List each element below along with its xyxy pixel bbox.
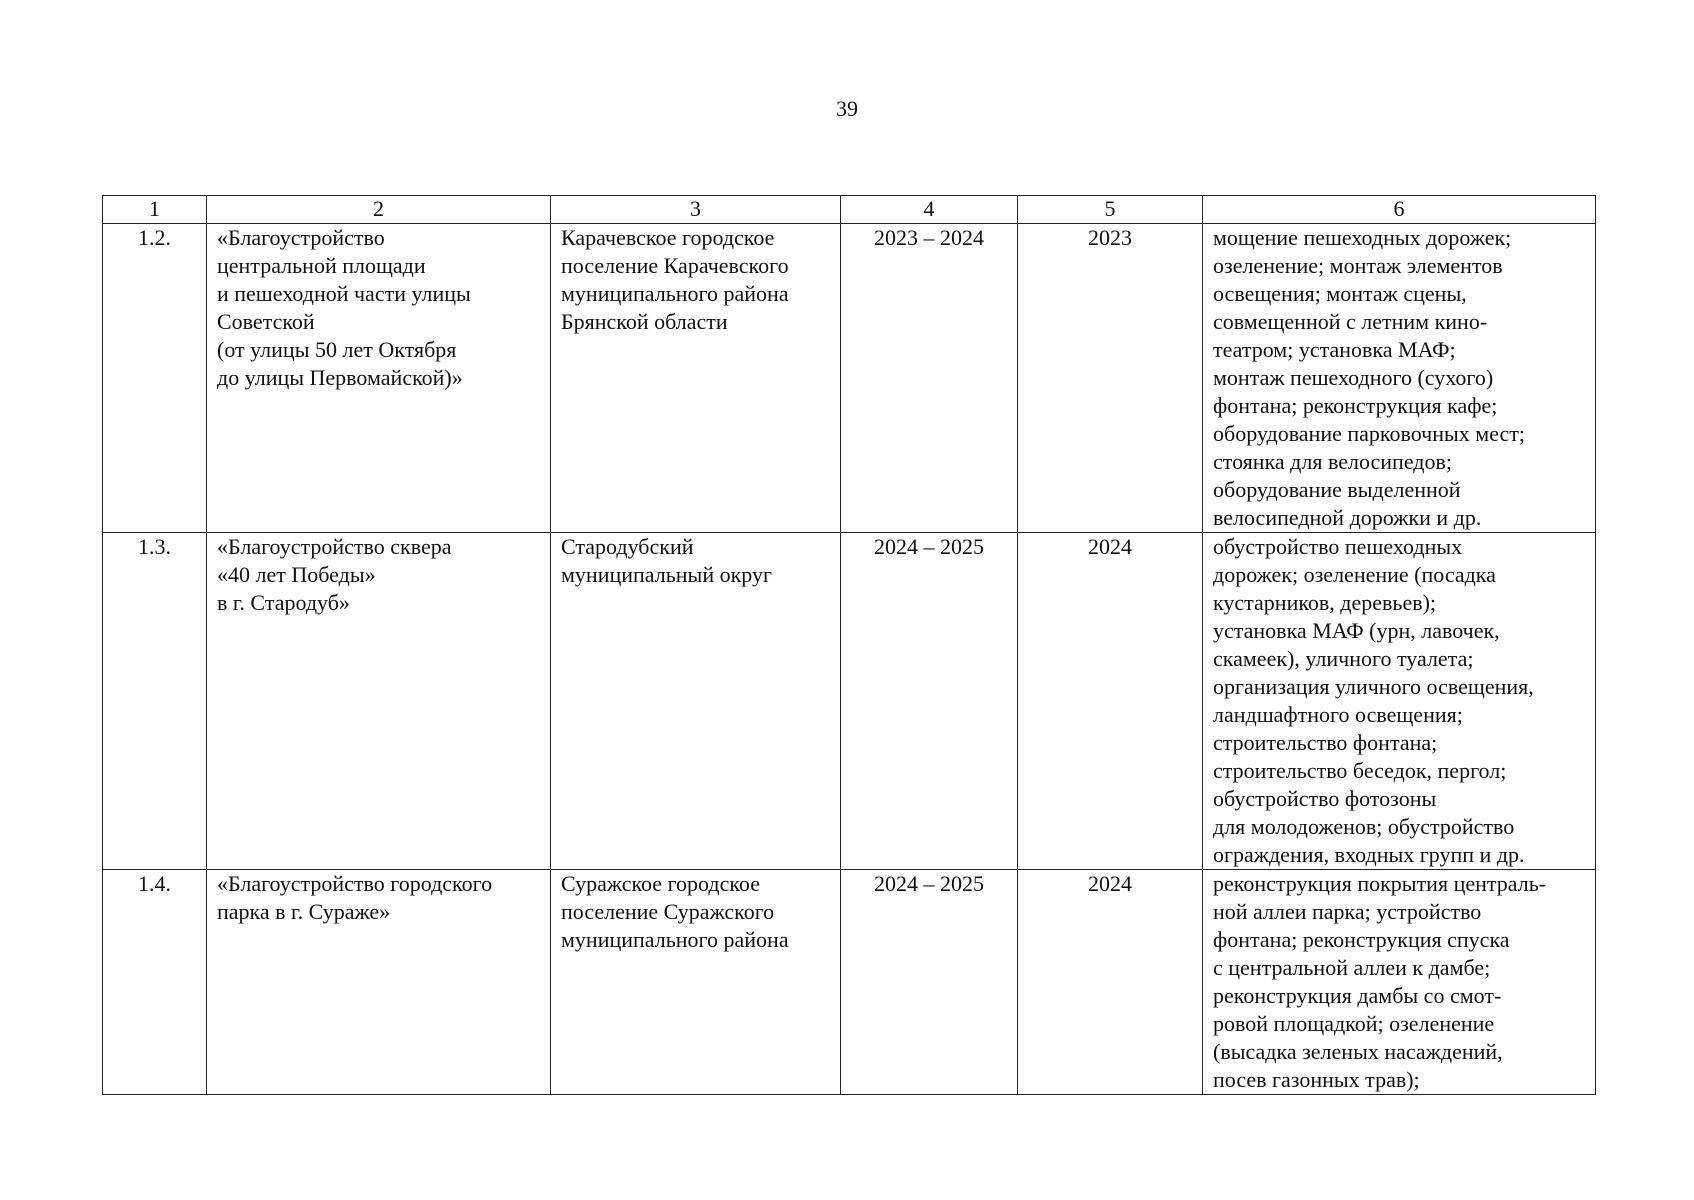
header-col-1: 1	[103, 196, 207, 224]
municipality: Стародубский муниципальный округ	[551, 533, 841, 870]
municipality: Суражское городское поселение Суражского муниципального района	[551, 870, 841, 1095]
table-header-row	[103, 196, 1596, 224]
table-row	[103, 533, 1596, 870]
header-col-5: 5	[1018, 196, 1203, 224]
row-number: 1.2.	[103, 224, 207, 533]
project-name: «Благоустройство городского парка в г. Сураже»	[207, 870, 551, 1095]
municipality: Карачевское городское поселение Карачевского муниципального района Брянской области	[551, 224, 841, 533]
table-row	[103, 870, 1596, 1095]
works-list: мощение пешеходных дорожек; озеленение; монтаж элементов освещения; монтаж сцены, совмещенной с летним кино- театром; установка МАФ; монтаж пешеходного (сухого) фонтана; реконструкция кафе; оборудование парковочных мест; стоянка для велосипедов; оборудование выделенной велосипедной дорожки и др.	[1203, 224, 1596, 533]
header-col-6: 6	[1203, 196, 1596, 224]
header-col-2: 2	[207, 196, 551, 224]
row-number: 1.3.	[103, 533, 207, 870]
project-name: «Благоустройство центральной площади и пешеходной части улицы Советской (от улицы 50 лет Октября до улицы Первомайской)»	[207, 224, 551, 533]
projects-table	[102, 195, 1596, 1095]
row-number: 1.4.	[103, 870, 207, 1095]
page-number: 39	[836, 96, 858, 121]
table-row	[103, 224, 1596, 533]
header-col-4: 4	[841, 196, 1018, 224]
header-col-3: 3	[551, 196, 841, 224]
implementation-period: 2024 – 2025	[841, 533, 1018, 870]
year: 2023	[1018, 224, 1203, 533]
project-name: «Благоустройство сквера «40 лет Победы» в г. Стародуб»	[207, 533, 551, 870]
works-list: реконструкция покрытия централь- ной аллеи парка; устройство фонтана; реконструкция спуска с центральной аллеи к дамбе; реконструкция дамбы со смот- ровой площадкой; озеленение (высадка зеленых насаждений, посев газонных трав);	[1203, 870, 1596, 1095]
year: 2024	[1018, 870, 1203, 1095]
works-list: обустройство пешеходных дорожек; озеленение (посадка кустарников, деревьев); установка МАФ (урн, лавочек, скамеек), уличного туалета; организация уличного освещения, ландшафтного освещения; строительство фонтана; строительство беседок, пергол; обустройство фотозоны для молодоженов; обустройство ограждения, входных групп и др.	[1203, 533, 1596, 870]
year: 2024	[1018, 533, 1203, 870]
implementation-period: 2024 – 2025	[841, 870, 1018, 1095]
implementation-period: 2023 – 2024	[841, 224, 1018, 533]
